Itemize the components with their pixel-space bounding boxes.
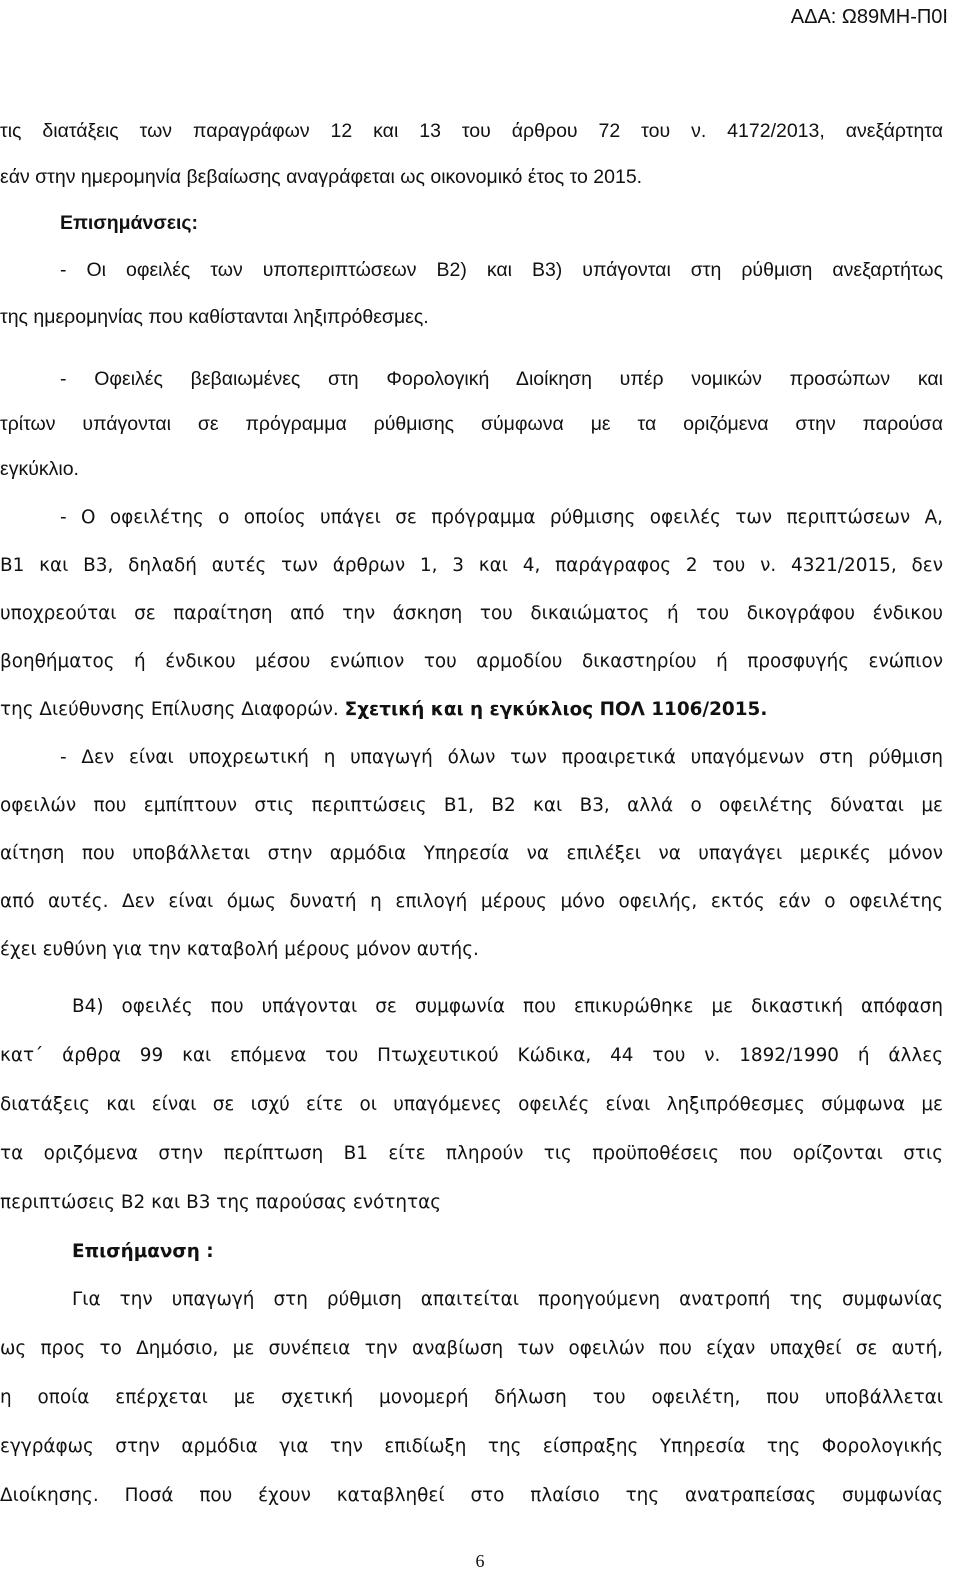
text-line: της ημερομηνίας που καθίστανται ληξιπρόθεσμες. [0, 306, 429, 328]
reference-note: Σχετική και η εγκύκλιος ΠΟΛ 1106/2015. [344, 699, 768, 720]
text-line: βοηθήματος ή ένδικου μέσου ενώπιον του αρμοδίου δικαστηρίου ή προσφυγής ενώπιον [0, 651, 943, 672]
text-line: έχει ευθύνη για την καταβολή μέρους μόνον αυτής. [0, 939, 479, 960]
text-line: οφειλών που εμπίπτουν στις περιπτώσεις Β1, Β2 και Β3, αλλά ο οφειλέτης δύναται με [0, 795, 943, 816]
text-line: κατ΄ άρθρα 99 και επόμενα του Πτωχευτικού Κώδικα, 44 του ν. 1892/1990 ή άλλες [0, 1045, 943, 1066]
ada-code: ΑΔΑ: Ω89ΜΗ-Π0Ι [790, 6, 948, 28]
text-line: εγκύκλιο. [0, 458, 79, 480]
text-line: εγγράφως στην αρμόδια για την επιδίωξη της είσπραξης Υπηρεσία της Φορολογικής [0, 1436, 943, 1457]
text-line: διατάξεις και είναι σε ισχύ είτε οι υπαγόμενες οφειλές είναι ληξιπρόθεσμες σύμφωνα με [0, 1094, 943, 1115]
text-line: αίτηση που υποβάλλεται στην αρμόδια Υπηρεσία να επιλέξει να υπαγάγει μερικές μόνον [0, 843, 943, 864]
text-line: Β1 και Β3, δηλαδή αυτές των άρθρων 1, 3 και 4, παράγραφος 2 του ν. 4321/2015, δεν [0, 555, 943, 576]
text-line: ως προς το Δημόσιο, με συνέπεια την αναβίωση των οφειλών που είχαν υπαχθεί σε αυτή, [0, 1338, 943, 1359]
text-line: - Οι οφειλές των υποπεριπτώσεων Β2) και Β3) υπάγονται στη ρύθμιση ανεξαρτήτως [60, 259, 943, 281]
text-line: υποχρεούται σε παραίτηση από την άσκηση του δικαιώματος ή του δικογράφου ένδικου [0, 603, 943, 624]
text-line: εάν στην ημερομηνία βεβαίωσης αναγράφεται ως οικονομικό έτος το 2015. [0, 166, 643, 188]
text-line: περιπτώσεις Β2 και Β3 της παρούσας ενότητας [0, 1192, 441, 1213]
text-line: - Οφειλές βεβαιωμένες στη Φορολογική Διοίκηση υπέρ νομικών προσώπων και [60, 368, 943, 390]
text-line: - Δεν είναι υποχρεωτική η υπαγωγή όλων των προαιρετικά υπαγόμενων στη ρύθμιση [60, 747, 943, 768]
text-line: τις διατάξεις των παραγράφων 12 και 13 του άρθρου 72 του ν. 4172/2013, ανεξάρτητα [0, 120, 943, 142]
text-line: από αυτές. Δεν είναι όμως δυνατή η επιλογή μέρους μόνο οφειλής, εκτός εάν ο οφειλέτης [0, 891, 943, 912]
text-line: Διοίκησης. Ποσά που έχουν καταβληθεί στο πλαίσιο της ανατραπείσας συμφωνίας [0, 1485, 943, 1506]
text-line: η οποία επέρχεται με σχετική μονομερή δήλωση του οφειλέτη, που υποβάλλεται [0, 1387, 943, 1408]
text-line: Β4) οφειλές που υπάγονται σε συμφωνία που επικυρώθηκε με δικαστική απόφαση [72, 996, 943, 1017]
page-number: 6 [475, 1551, 485, 1571]
section-heading: Επισημάνσεις: [60, 212, 199, 234]
text-line: - Ο οφειλέτης ο οποίος υπάγει σε πρόγραμμα ρύθμισης οφειλές των περιπτώσεων Α, [60, 507, 943, 528]
text-line [0, 697, 943, 723]
text-line: τρίτων υπάγονται σε πρόγραμμα ρύθμισης σύμφωνα με τα οριζόμενα στην παρούσα [0, 413, 943, 435]
text-segment: της Διεύθυνσης Επίλυσης Διαφορών. [0, 699, 339, 720]
text-line: τα οριζόμενα στην περίπτωση Β1 είτε πληρούν τις προϋποθέσεις που ορίζονται στις [0, 1143, 943, 1164]
text-line: Για την υπαγωγή στη ρύθμιση απαιτείται προηγούμενη ανατροπή της συμφωνίας [72, 1289, 943, 1310]
section-heading: Επισήμανση : [72, 1241, 214, 1262]
